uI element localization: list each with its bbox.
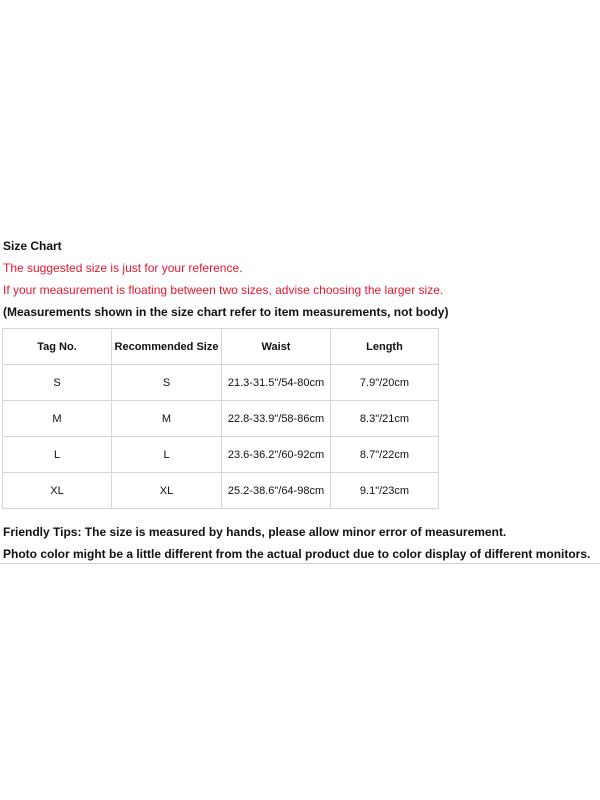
divider: [0, 563, 600, 564]
table-header-row: [3, 329, 439, 365]
cell-length: 9.1"/23cm: [331, 473, 439, 509]
cell-recommended-size: XL: [112, 473, 222, 509]
header-recommended-size: Recommended Size: [112, 329, 222, 365]
reference-note: The suggested size is just for your reference.: [3, 261, 243, 275]
cell-recommended-size: S: [112, 365, 222, 401]
cell-waist: 22.8-33.9"/58-86cm: [222, 401, 331, 437]
friendly-tip: Friendly Tips: The size is measured by hands, please allow minor error of measurement.: [3, 525, 507, 539]
cell-length: 8.3"/21cm: [331, 401, 439, 437]
cell-tag-no: XL: [3, 473, 112, 509]
table-row: [3, 365, 439, 401]
cell-tag-no: S: [3, 365, 112, 401]
cell-length: 7.9"/20cm: [331, 365, 439, 401]
cell-waist: 25.2-38.6"/64-98cm: [222, 473, 331, 509]
table-row: [3, 401, 439, 437]
cell-waist: 23.6-36.2"/60-92cm: [222, 437, 331, 473]
cell-recommended-size: M: [112, 401, 222, 437]
larger-size-advice: If your measurement is floating between two sizes, advise choosing the larger size.: [3, 283, 444, 297]
color-disclaimer: Photo color might be a little different from the actual product due to color display of different monitors.: [3, 547, 591, 561]
size-chart-title: Size Chart: [3, 239, 62, 253]
cell-tag-no: M: [3, 401, 112, 437]
cell-length: 8.7"/22cm: [331, 437, 439, 473]
table-row: [3, 437, 439, 473]
table-row: [3, 473, 439, 509]
measurement-note: (Measurements shown in the size chart refer to item measurements, not body): [3, 305, 449, 319]
header-tag-no: Tag No.: [3, 329, 112, 365]
header-length: Length: [331, 329, 439, 365]
cell-recommended-size: L: [112, 437, 222, 473]
cell-waist: 21.3-31.5"/54-80cm: [222, 365, 331, 401]
cell-tag-no: L: [3, 437, 112, 473]
size-table: [2, 328, 439, 509]
header-waist: Waist: [222, 329, 331, 365]
